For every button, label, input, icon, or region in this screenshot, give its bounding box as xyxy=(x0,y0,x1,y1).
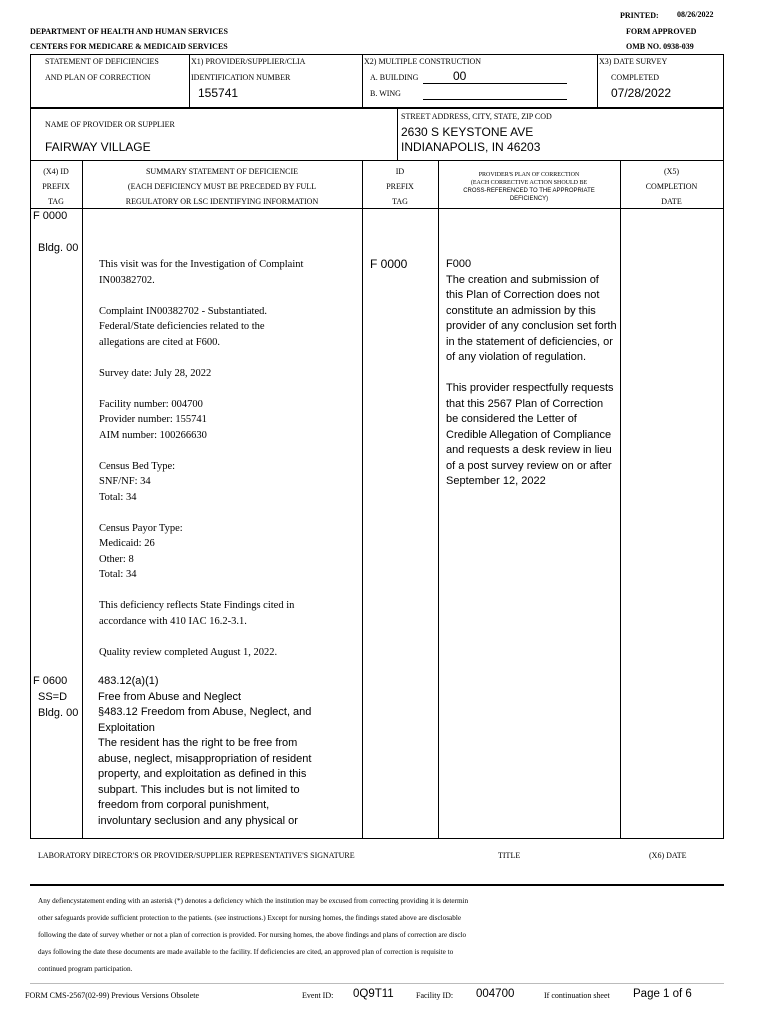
summary-line: property, and exploitation as defined in this xyxy=(98,768,307,780)
summary-line: Medicaid: 26 xyxy=(99,538,155,549)
date-survey-label: X3) DATE SURVEY xyxy=(599,57,668,66)
summary-line xyxy=(99,443,303,459)
provider-name-label: NAME OF PROVIDER OR SUPPLIER xyxy=(45,120,175,129)
summary-line: accordance with 410 IAC 16.2-3.1. xyxy=(99,615,247,627)
summary-line: Facility number: 004700 xyxy=(99,398,203,410)
footnote-line: Any defiencystatement ending with an asterisk (*) denotes a deficiency which the institution may be excused from correcting providing it is determin xyxy=(38,897,469,905)
footnote-line: other safeguards provide sufficient protection to the patients. (see instructions.) Except for nursing homes, the findings stated above are disclosable xyxy=(38,914,462,922)
summary-line xyxy=(99,381,303,397)
summary-line: allegations are cited at F600. xyxy=(99,336,221,348)
summary-line: This deficiency reflects State Findings cited in xyxy=(99,600,295,611)
centers-heading: CENTERS FOR MEDICARE & MEDICAID SERVICES xyxy=(30,42,228,51)
summary-line: 483.12(a)(1) xyxy=(98,675,159,687)
footnote-line: continued program participation. xyxy=(38,965,133,973)
multiple-construction-label: X2) MULTIPLE CONSTRUCTION xyxy=(364,57,482,66)
summary-line: Census Bed Type: xyxy=(99,460,176,472)
x5-header-line3: DATE xyxy=(661,197,682,206)
page-number: Page 1 of 6 xyxy=(633,988,692,1000)
address-line1: 2630 S KEYSTONE AVE xyxy=(401,125,534,139)
summary-header-line2: (EACH DEFICIENCY MUST BE PRECEDED BY FULL xyxy=(127,182,317,191)
summary-header-line3: REGULATORY OR LSC IDENTIFYING INFORMATION xyxy=(125,197,319,206)
statement-label-line2: AND PLAN OF CORRECTION xyxy=(45,73,151,82)
plan-line: and requests a desk review in lieu xyxy=(446,444,612,456)
plan-line xyxy=(446,366,617,382)
summary-line: Quality review completed August 1, 2022. xyxy=(99,646,278,658)
completed-label: COMPLETED xyxy=(611,73,659,82)
plan-line: in the statement of deficiencies, or xyxy=(446,335,613,348)
plan-line: of any violation of regulation. xyxy=(446,351,587,363)
wing-label: B. WING xyxy=(370,89,401,98)
prefix-tag-f0600: F 0600 xyxy=(33,675,68,687)
building-value: 00 xyxy=(453,69,467,83)
summary-line: IN00382702. xyxy=(99,274,155,286)
plan-line: provider of any conclusion set forth xyxy=(446,320,617,332)
event-id-label: Event ID: xyxy=(302,991,334,1000)
summary-line: This visit was for the Investigation of Complaint xyxy=(99,259,304,270)
summary-line xyxy=(99,288,303,304)
survey-completed-date: 07/28/2022 xyxy=(611,86,672,100)
summary-line: involuntary seclusion and any physical or xyxy=(98,814,298,827)
plan-line: constitute an admission by this xyxy=(446,304,596,317)
summary-line xyxy=(99,583,303,599)
building-tag-1: Bldg. 00 xyxy=(38,242,79,254)
director-signature-label: LABORATORY DIRECTOR'S OR PROVIDER/SUPPLIER REPRESENTATIVE'S SIGNATURE xyxy=(38,851,355,860)
summary-line xyxy=(99,505,303,521)
x4-header-line2: PREFIX xyxy=(42,182,70,191)
footnote-line: days following the date these documents are made available to the facility. If deficiencies are cited, an approved plan of correction is requisite to xyxy=(38,948,454,956)
plan-line: September 12, 2022 xyxy=(446,475,546,487)
department-heading: DEPARTMENT OF HEALTH AND HUMAN SERVICES xyxy=(30,27,228,36)
facility-id-value: 004700 xyxy=(476,988,515,1000)
x5-header-line1: (X5) xyxy=(663,167,680,176)
title-label: TITLE xyxy=(498,851,521,860)
statement-label-line1: STATEMENT OF DEFICIENCIES xyxy=(45,57,159,66)
continuation-sheet-label: If continuation sheet xyxy=(544,991,610,1000)
plan-line: The creation and submission of xyxy=(446,273,599,286)
plan-header-line1: PROVIDER'S PLAN OF CORRECTION xyxy=(478,172,580,178)
summary-line xyxy=(99,350,303,366)
plan-line: that this 2567 Plan of Correction xyxy=(446,397,604,410)
id-prefix-tag-f0000: F 0000 xyxy=(370,257,408,271)
id-header-line1: ID xyxy=(395,167,405,176)
id-header-line2: PREFIX xyxy=(386,182,414,191)
summary-line: §483.12 Freedom from Abuse, Neglect, and xyxy=(98,706,312,718)
summary-line: AIM number: 100266630 xyxy=(99,429,207,441)
plan-of-correction-1 xyxy=(446,257,617,490)
signature-date-label: (X6) DATE xyxy=(649,851,687,860)
plan-header-line3: CROSS-REFERENCED TO THE APPROPRIATE xyxy=(463,188,595,194)
x4-header-line3: TAG xyxy=(48,197,64,206)
form-number: FORM CMS-2567(02-99) Previous Versions Obsolete xyxy=(25,991,200,1000)
plan-line: of a post survey review on or after xyxy=(446,459,612,472)
summary-line xyxy=(99,629,303,645)
summary-statement-2 xyxy=(98,674,311,829)
x4-header-line1: (X4) ID xyxy=(43,167,69,176)
provider-id-label-line1: X1) PROVIDER/SUPPLIER/CLIA xyxy=(191,57,306,66)
deficiency-footnote xyxy=(38,893,468,978)
plan-header-line2: (EACH CORRECTIVE ACTION SHOULD BE xyxy=(470,180,588,186)
street-address-label: STREET ADDRESS, CITY, STATE, ZIP COD xyxy=(401,112,552,121)
summary-line: Free from Abuse and Neglect xyxy=(98,690,242,703)
summary-line: Other: 8 xyxy=(99,553,134,565)
provider-id-value: 155741 xyxy=(198,86,239,100)
printed-date: 08/26/2022 xyxy=(677,10,714,19)
summary-line: Provider number: 155741 xyxy=(99,414,207,425)
summary-line: Total: 34 xyxy=(99,491,137,503)
building-label: A. BUILDING xyxy=(370,73,419,82)
plan-line: this Plan of Correction does not xyxy=(446,289,600,301)
plan-line: Credible Allegation of Compliance xyxy=(446,428,612,441)
event-id-value: 0Q9T11 xyxy=(353,988,394,1000)
scope-severity: SS=D xyxy=(38,691,68,703)
summary-line: Census Payor Type: xyxy=(99,522,183,534)
x5-header-line2: COMPLETION xyxy=(645,182,698,191)
summary-line: abuse, neglect, misappropriation of resident xyxy=(98,752,312,765)
summary-line: Exploitation xyxy=(98,721,155,734)
summary-statement-1 xyxy=(99,257,303,660)
summary-line: Survey date: July 28, 2022 xyxy=(99,367,212,379)
provider-name-value: FAIRWAY VILLAGE xyxy=(45,140,151,154)
id-header-line3: TAG xyxy=(392,197,408,206)
form-approved-label: FORM APPROVED xyxy=(626,27,697,36)
facility-id-label: Facility ID: xyxy=(416,991,454,1000)
summary-line: The resident has the right to be free from xyxy=(98,737,298,749)
summary-header-line1: SUMMARY STATEMENT OF DEFICIENCIE xyxy=(145,167,299,176)
prefix-tag-f0000: F 0000 xyxy=(33,210,68,222)
building-tag-2: Bldg. 00 xyxy=(38,707,79,719)
footnote-line: following the date of survey whether or not a plan of correction is provided. For nursing homes, the above findings and plans of correction are disclo xyxy=(38,931,467,939)
summary-line: freedom from corporal punishment, xyxy=(98,799,270,811)
summary-line: Complaint IN00382702 - Substantiated. xyxy=(99,305,267,317)
summary-line: subpart. This includes but is not limited to xyxy=(98,783,300,796)
printed-label: PRINTED: xyxy=(620,11,659,20)
plan-line: F000 xyxy=(446,258,472,270)
provider-id-label-line2: IDENTIFICATION NUMBER xyxy=(191,73,291,82)
plan-line: be considered the Letter of xyxy=(446,413,577,425)
plan-header-line4: DEFICIENCY) xyxy=(509,196,549,202)
address-line2: INDIANAPOLIS, IN 46203 xyxy=(401,140,541,154)
summary-line: SNF/NF: 34 xyxy=(99,476,151,487)
summary-line: Total: 34 xyxy=(99,569,137,580)
omb-number: OMB NO. 0938-039 xyxy=(626,42,694,51)
plan-line: This provider respectfully requests xyxy=(446,382,614,394)
summary-line: Federal/State deficiencies related to the xyxy=(99,321,265,332)
